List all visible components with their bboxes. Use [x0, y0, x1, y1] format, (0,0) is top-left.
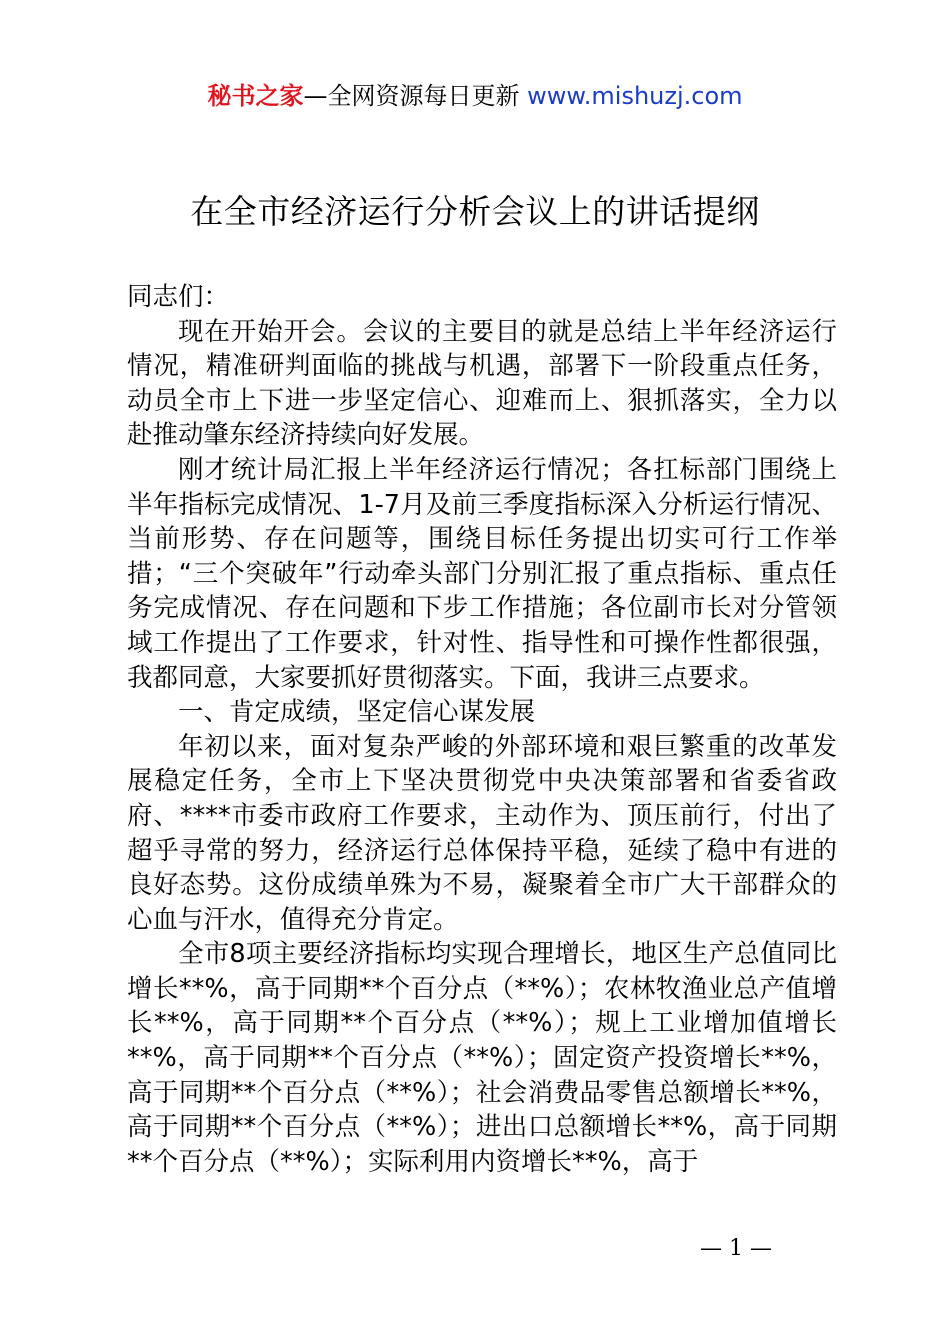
paragraph: 刚才统计局汇报上半年经济运行情况；各扛标部门围绕上半年指标完成情况、1-7月及前三季度指标深入分析运行情况、当前形势、存在问题等，围绕目标任务提出切实可行工作举措；“三个突破年”行动牵头部门分别汇报了重点指标、重点任务完成情况、存在问题和下步工作措施；各位副市长对分管领域工作提出了工作要求，针对性、指导性和可操作性都很强，我都同意，大家要抓好贯彻落实。下面，我讲三点要求。: [127, 454, 837, 693]
paragraph: 年初以来，面对复杂严峻的外部环境和艰巨繁重的改革发展稳定任务，全市上下坚决贯彻党中央决策部署和省委省政府、****市委市政府工作要求，主动作为、顶压前行，付出了超乎寻常的努力，经济运行总体保持平稳，延续了稳中有进的良好态势。这份成绩单殊为不易，凝聚着全市广大干部群众的心血与汗水，值得充分肯定。: [127, 731, 837, 935]
document-title: 在全市经济运行分析会议上的讲话提纲: [190, 192, 760, 231]
brand-name: 秘书之家: [207, 82, 304, 110]
banner-tagline: —全网资源每日更新: [303, 82, 520, 110]
paragraph: 现在开始开会。会议的主要目的就是总结上半年经济运行情况，精准研判面临的挑战与机遇，部署下一阶段重点任务，动员全市上下进一步坚定信心、迎难而上、狠抓落实，全力以赴推动肇东经济持续向好发展。: [127, 316, 837, 451]
paragraph: 全市8项主要经济指标均实现合理增长，地区生产总值同比增长**%，高于同期**个百分点（**%）；农林牧渔业总产值增长**%，高于同期**个百分点（**%）；规上工业增加值增长**%，高于同期**个百分点（**%）；固定资产投资增长**%，高于同期**个百分点（**%）；社会消费品零售总额增长**%，高于同期**个百分点（**%）；进出口总额增长**%，高于同期**个百分点（**%）；实际利用内资增长**%，高于: [127, 939, 837, 1177]
section-heading: 一、肯定成绩，坚定信心谋发展: [178, 697, 536, 728]
salutation: 同志们：: [127, 282, 230, 312]
site-url-link[interactable]: www.mishuzj.com: [527, 82, 743, 110]
document-body: [127, 280, 837, 1179]
page-number: — 1 —: [700, 1236, 772, 1261]
site-banner: [0, 80, 950, 112]
